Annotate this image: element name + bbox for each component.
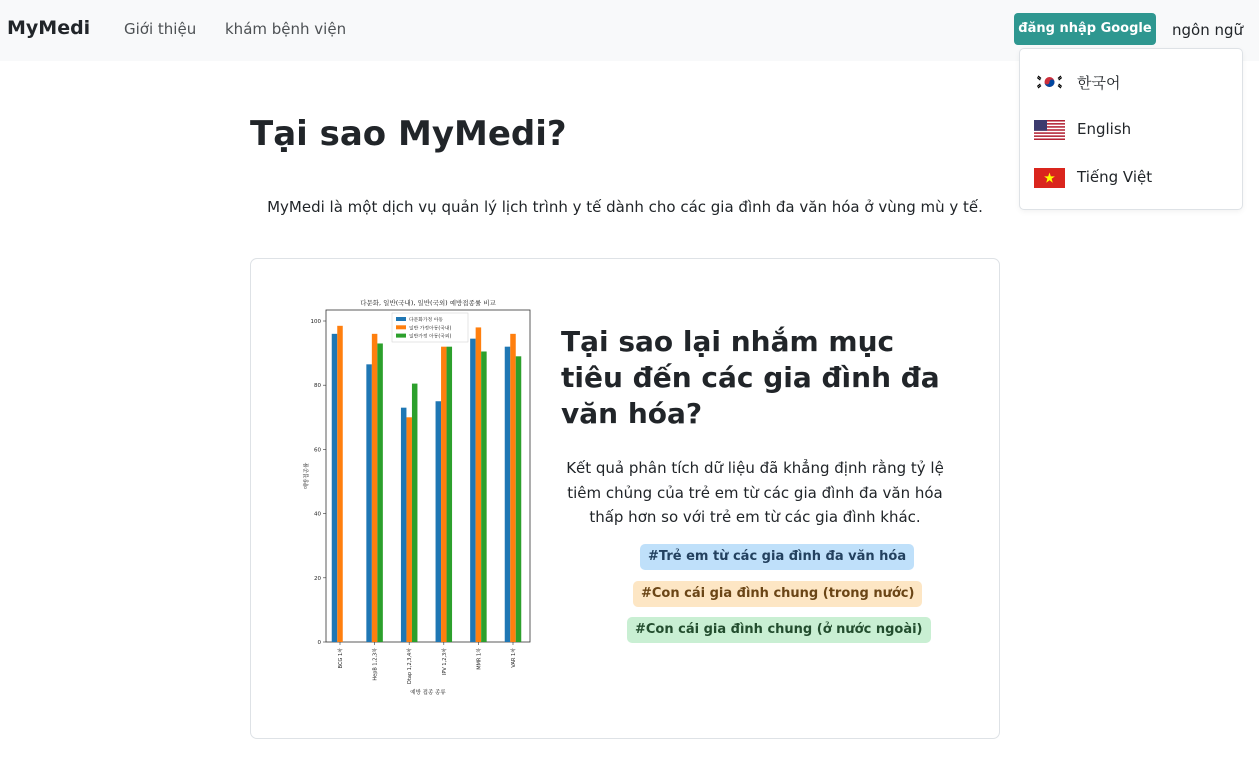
usa-flag-icon: [1034, 120, 1065, 140]
bar: [470, 339, 476, 642]
nav-link-intro[interactable]: Giới thiệu: [124, 20, 197, 38]
bar: [441, 347, 447, 642]
vaccination-rate-chart: [296, 296, 544, 702]
brand-logo[interactable]: MyMedi: [7, 17, 91, 39]
language-item-korean[interactable]: [1020, 61, 1242, 101]
x-tick-label: Dtap 1,2,3,4차: [407, 648, 414, 684]
x-tick-label: VAR 1차: [511, 648, 517, 668]
x-tick-label: IPV 1,2,3차: [441, 648, 448, 676]
language-item-vietnamese[interactable]: [1020, 157, 1242, 197]
bar: [406, 417, 412, 642]
page-title: Tại sao MyMedi?: [250, 114, 567, 154]
vietnam-flag-icon: [1034, 168, 1065, 188]
bar: [332, 334, 338, 642]
legend-swatch: [396, 334, 406, 338]
chart-title: 다문화, 일반(국내), 일반(국외) 예방접종률 비교: [360, 299, 496, 307]
x-tick-label: HepB 1,2,3차: [372, 648, 379, 681]
bar: [377, 343, 383, 642]
tag-multicultural-children: #Trẻ em từ các gia đình đa văn hóa: [640, 544, 914, 570]
language-menu: [1019, 48, 1243, 210]
bar: [401, 408, 407, 642]
x-tick-label: MMR 1차: [476, 648, 483, 670]
page-intro: MyMedi là một dịch vụ quản lý lịch trình y tế dành cho các gia đình đa văn hóa ở vùng mù y tế.: [267, 198, 983, 216]
legend-label: 일반 가정아동(국내): [409, 326, 452, 332]
bar: [481, 351, 487, 642]
legend-label: 다문화가정 아동: [409, 318, 443, 323]
nav-link-hospital[interactable]: khám bệnh viện: [225, 20, 347, 38]
legend-swatch: [396, 317, 406, 321]
y-tick-label: 100: [310, 319, 321, 325]
y-axis-label: 예방접종률: [304, 462, 310, 490]
bar: [447, 347, 453, 642]
korea-flag-icon: [1034, 72, 1065, 92]
y-tick-label: 0: [317, 640, 321, 646]
card-heading: Tại sao lại nhắm mục tiêu đến các gia đình đa văn hóa?: [561, 325, 940, 430]
language-label-korean: 한국어: [1077, 74, 1121, 92]
bar: [510, 334, 516, 642]
y-tick-label: 20: [314, 575, 321, 582]
legend-swatch: [396, 325, 406, 329]
language-item-english[interactable]: [1020, 109, 1242, 149]
bar: [412, 384, 418, 642]
bar: [337, 326, 343, 642]
tag-domestic-children: #Con cái gia đình chung (trong nước): [633, 581, 922, 607]
x-axis-label: 예방 접종 종류: [410, 690, 446, 696]
y-tick-label: 80: [314, 383, 321, 390]
y-tick-label: 60: [314, 447, 321, 454]
bar: [372, 334, 378, 642]
language-label-english: English: [1077, 120, 1132, 138]
legend-label: 일반가정 아동(국외): [409, 334, 452, 340]
bar: [436, 401, 442, 642]
bar: [476, 327, 482, 642]
language-label-vietnamese: Tiếng Việt: [1077, 168, 1153, 186]
card-text: Kết quả phân tích dữ liệu đã khẳng định rằng tỷ lệ tiêm chủng của trẻ em từ các gia đình đa văn hóa thấp hơn so với trẻ em từ các gia đình khác.: [566, 459, 944, 526]
x-tick-label: BCG 1차: [338, 648, 344, 669]
plot-frame: [326, 310, 530, 642]
bar: [516, 356, 522, 642]
bar: [505, 347, 511, 642]
tag-overseas-children: #Con cái gia đình chung (ở nước ngoài): [627, 617, 931, 643]
language-dropdown-toggle[interactable]: ngôn ngữ: [1172, 21, 1244, 39]
google-login-button[interactable]: đăng nhập Google: [1014, 13, 1156, 45]
bar: [366, 364, 372, 642]
y-tick-label: 40: [314, 511, 321, 518]
